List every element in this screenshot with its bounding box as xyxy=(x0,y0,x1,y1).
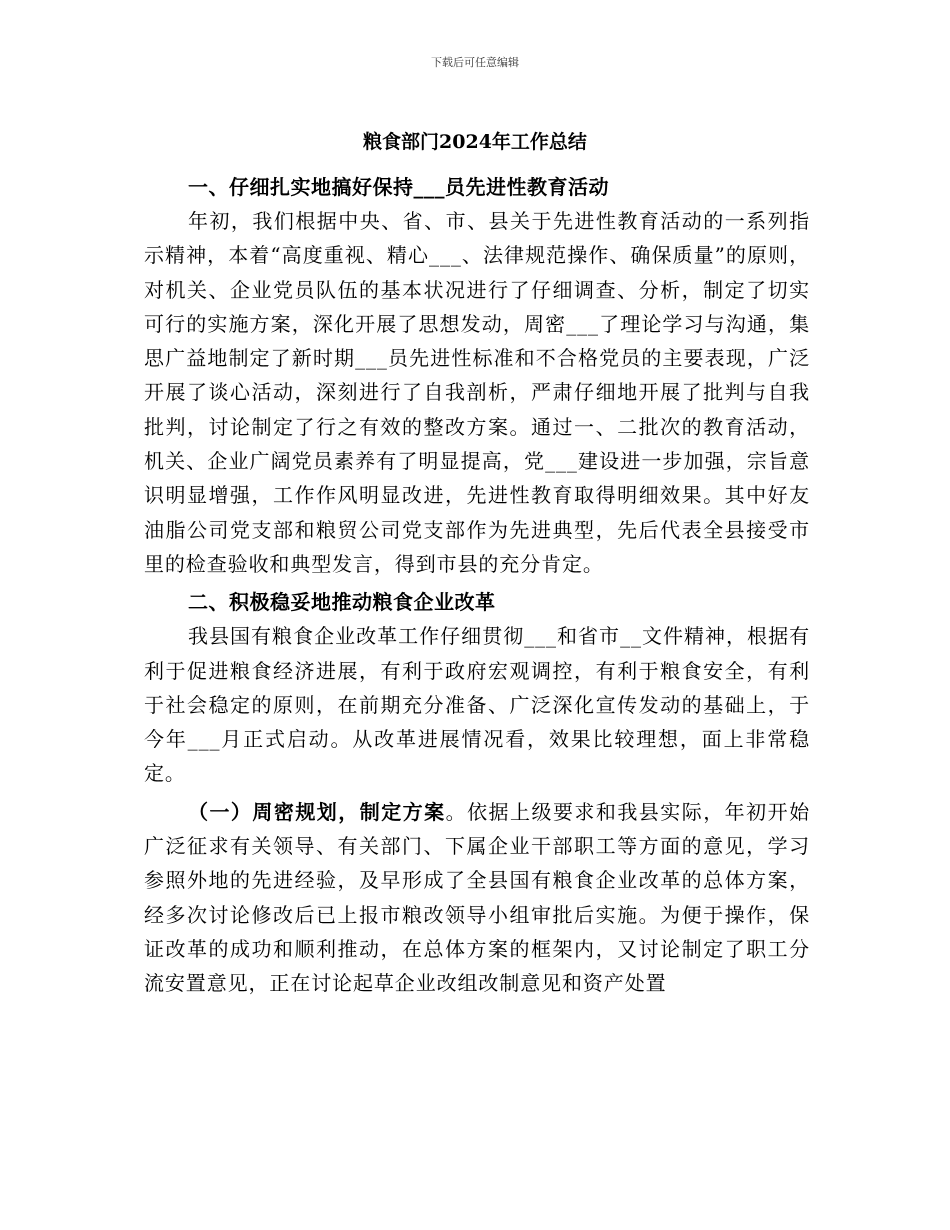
subsection-1-paragraph xyxy=(144,795,810,1001)
section-1-heading: 一、仔细扎实地搞好保持___员先进性教育活动 xyxy=(188,175,609,199)
document-title: 粮食部门2024年工作总结 xyxy=(363,131,587,153)
section-1-paragraph: 年初，我们根据中央、省、市、县关于先进性教育活动的一系列指示精神，本着“高度重视、精心___、法律规范操作、确保质量”的原则，对机关、企业党员队伍的基本状况进行了仔细调查、分析，制定了切实可行的实施方案，深化开展了思想发动，周密___了理论学习与沟通，集思广益地制定了新时期___员先进性标准和不合格党员的主要表现，广泛开展了谈心活动，深刻进行了自我剖析，严肃仔细地开展了批判与自我批判，讨论制定了行之有效的整改方案。通过一、二批次的教育活动，机关、企业广阔党员素养有了明显提高，党___建设进一步加强，宗旨意识明显增强，工作作风明显改进，先进性教育取得明细效果。其中好友油脂公司党支部和粮贸公司党支部作为先进典型，先后代表全县接受市里的检查验收和典型发言，得到市县的充分肯定。 xyxy=(144,209,810,576)
section-2-paragraph: 我县国有粮食企业改革工作仔细贯彻___和省市__文件精神，根据有利于促进粮食经济进展，有利于政府宏观调控，有利于粮食安全，有利于社会稳定的原则，在前期充分准备、广泛深化宣传发动的基础上，于今年___月正式启动。从改革进展情况看，效果比较理想，面上非常稳定。 xyxy=(144,624,810,786)
page-header-note: 下载后可任意编辑 xyxy=(431,56,519,69)
subsection-1-lead: （一）周密规划，制定方案 xyxy=(188,799,446,824)
section-2-heading: 二、积极稳妥地推动粮食企业改革 xyxy=(188,590,496,615)
subsection-1-text: 。依据上级要求和我县实际，年初开始广泛征求有关领导、有关部门、下属企业干部职工等方面的意见，学习参照外地的先进经验，及早形成了全县国有粮食企业改革的总体方案，经多次讨论修改后已上报市粮改领导小组审批后实施。为便于操作，保证改革的成功和顺利推动，在总体方案的框架内，又讨论制定了职工分流安置意见，正在讨论起草企业改组改制意见和资产处置 xyxy=(144,799,810,996)
document-body xyxy=(144,170,810,1001)
